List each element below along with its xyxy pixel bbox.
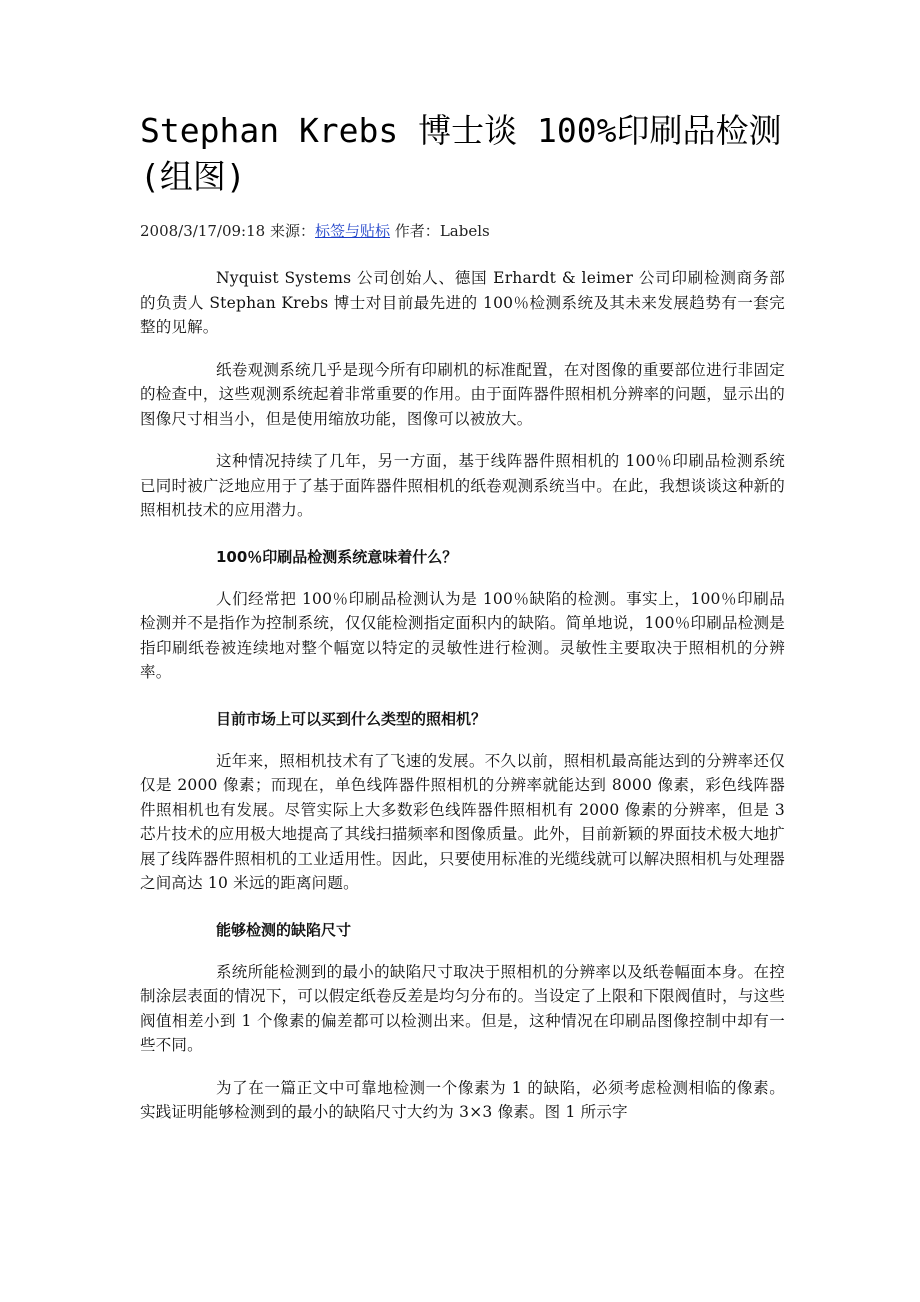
body-paragraph: 系统所能检测到的最小的缺陷尺寸取决于照相机的分辨率以及纸卷幅面本身。在控制涂层表面的情况下，可以假定纸卷反差是均匀分布的。当设定了上限和下限阀值时，与这些阀值相差小到 1 个像素的偏差都可以检测出来。但是，这种情况在印刷品图像控制中却有一些不同。 (140, 962, 785, 1054)
section-heading: 目前市场上可以买到什么类型的照相机？ (216, 709, 487, 728)
article-title: Stephan Krebs 博士谈 100%印刷品检测(组图) (140, 111, 782, 196)
article-meta (140, 220, 785, 242)
source-label: 来源： (269, 222, 315, 240)
body-paragraph: Nyquist Systems 公司创始人、德国 Erhardt & leimer 公司印刷检测商务部的负责人 Stephan Krebs 博士对目前最先进的 100％检测系统及其未来发展趋势有一套完整的见解。 (140, 269, 785, 336)
body-paragraph: 近年来，照相机技术有了飞速的发展。不久以前，照相机最高能达到的分辨率还仅仅是 2000 像素；而现在，单色线阵器件照相机的分辨率就能达到 8000 像素，彩色线阵器件照相机也有发展。尽管实际上大多数彩色线阵器件照相机有 2000 像素的分辨率，但是 3 芯片技术的应用极大地提高了其线扫描频率和图像质量。此外，目前新颖的界面技术极大地扩展了线阵器件照相机的工业适用性。因此，只要使用标准的光缆线就可以解决照相机与处理器之间高达 10 米远的距离问题。 (140, 751, 785, 892)
section-heading: 能够检测的缺陷尺寸 (216, 920, 352, 939)
body-paragraph: 为了在一篇正文中可靠地检测一个像素为 1 的缺陷，必须考虑检测相临的像素。实践证明能够检测到的最小的缺陷尺寸大约为 3×3 像素。图 1 所示字 (140, 1078, 785, 1121)
source-link[interactable]: 标签与贴标 (315, 222, 391, 240)
article (140, 108, 785, 1125)
author-label: 作者： (394, 222, 440, 240)
body-paragraph: 纸卷观测系统几乎是现今所有印刷机的标准配置，在对图像的重要部位进行非固定的检查中，这些观测系统起着非常重要的作用。由于面阵器件照相机分辨率的问题，显示出的图像尺寸相当小，但是使用缩放功能，图像可以被放大。 (140, 360, 785, 428)
body-paragraph: 这种情况持续了几年，另一方面，基于线阵器件照相机的 100％印刷品检测系统已同时被广泛地应用于了基于面阵器件照相机的纸卷观测系统当中。在此，我想谈谈这种新的照相机技术的应用潜力。 (140, 452, 785, 519)
author-name: Labels (439, 222, 490, 240)
article-date: 2008/3/17/09:18 (140, 222, 266, 240)
section-heading: 100％印刷品检测系统意味着什么？ (216, 547, 458, 566)
body-paragraph: 人们经常把 100％印刷品检测认为是 100％缺陷的检测。事实上，100％印刷品检测并不是指作为控制系统，仅仅能检测指定面积内的缺陷。简单地说，100％印刷品检测是指印刷纸卷被连续地对整个幅宽以特定的灵敏性进行检测。灵敏性主要取决于照相机的分辨率。 (140, 589, 785, 681)
